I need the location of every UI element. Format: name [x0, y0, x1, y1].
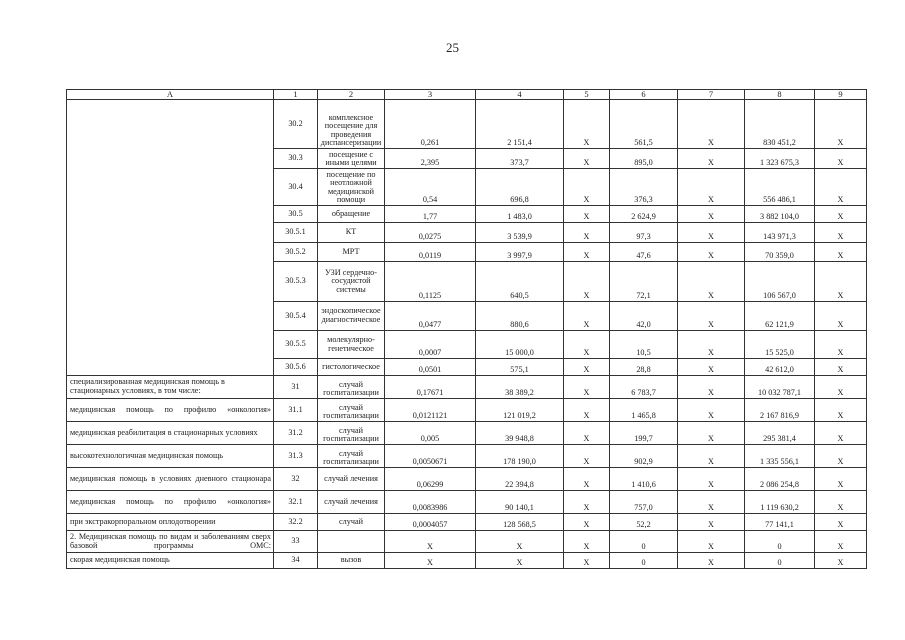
value-cell: X: [678, 100, 745, 149]
row-label: медицинская помощь по профилю «онкология»: [67, 399, 274, 422]
row-label: медицинская реабилитация в стационарных условиях: [67, 422, 274, 445]
value-cell: X: [678, 206, 745, 223]
value-cell: 0: [745, 553, 815, 569]
value-cell: 77 141,1: [745, 514, 815, 531]
row-number: 32.1: [274, 491, 318, 514]
unit-cell: случай лечения: [318, 468, 385, 491]
value-cell: 1,77: [385, 206, 476, 223]
value-cell: 28,8: [610, 359, 678, 376]
unit-cell: комплексное посещение для проведения диспансеризации: [318, 100, 385, 149]
value-cell: X: [815, 445, 867, 468]
unit-cell: случай госпитализации: [318, 422, 385, 445]
row-number: 30.5.4: [274, 302, 318, 331]
value-cell: 2 167 816,9: [745, 399, 815, 422]
value-cell: 0: [745, 531, 815, 553]
value-cell: X: [678, 445, 745, 468]
value-cell: X: [815, 422, 867, 445]
unit-cell: случай госпитализации: [318, 445, 385, 468]
value-cell: 42 612,0: [745, 359, 815, 376]
value-cell: X: [678, 468, 745, 491]
value-cell: X: [564, 359, 610, 376]
row-number: 30.5.1: [274, 223, 318, 243]
unit-cell: КТ: [318, 223, 385, 243]
value-cell: 10,5: [610, 331, 678, 359]
value-cell: 0,0119: [385, 243, 476, 262]
table-row: [67, 491, 867, 514]
value-cell: 0,1125: [385, 262, 476, 302]
value-cell: X: [564, 149, 610, 169]
row-number: 30.5.5: [274, 331, 318, 359]
value-cell: 376,3: [610, 169, 678, 206]
unit-cell: МРТ: [318, 243, 385, 262]
data-table: [66, 89, 867, 569]
value-cell: X: [815, 223, 867, 243]
value-cell: X: [564, 100, 610, 149]
value-cell: 143 971,3: [745, 223, 815, 243]
unit-cell: УЗИ сердечно-сосудистой системы: [318, 262, 385, 302]
value-cell: X: [678, 359, 745, 376]
row-label: при экстракорпоральном оплодотворении: [67, 514, 274, 531]
unit-cell: эндоскопическое диагностическое: [318, 302, 385, 331]
value-cell: 1 119 630,2: [745, 491, 815, 514]
value-cell: X: [815, 514, 867, 531]
row-number: 32.2: [274, 514, 318, 531]
value-cell: X: [385, 553, 476, 569]
empty-merged-cell: [67, 100, 274, 376]
value-cell: 0,0477: [385, 302, 476, 331]
unit-cell: случай лечения: [318, 491, 385, 514]
value-cell: 6 783,7: [610, 376, 678, 399]
row-number: 31.1: [274, 399, 318, 422]
value-cell: X: [815, 531, 867, 553]
value-cell: X: [815, 331, 867, 359]
table-row: [67, 531, 867, 553]
row-label: скорая медицинская помощь: [67, 553, 274, 569]
value-cell: 106 567,0: [745, 262, 815, 302]
header-row: [67, 90, 867, 100]
value-cell: X: [564, 169, 610, 206]
value-cell: X: [678, 399, 745, 422]
value-cell: 575,1: [476, 359, 564, 376]
value-cell: 640,5: [476, 262, 564, 302]
value-cell: 38 389,2: [476, 376, 564, 399]
value-cell: X: [564, 206, 610, 223]
row-number: 31.3: [274, 445, 318, 468]
value-cell: X: [815, 553, 867, 569]
value-cell: X: [564, 331, 610, 359]
row-label: специализированная медицинская помощь в стационарных условиях, в том числе:: [67, 376, 274, 399]
value-cell: X: [678, 422, 745, 445]
value-cell: X: [678, 531, 745, 553]
value-cell: X: [564, 531, 610, 553]
value-cell: X: [815, 399, 867, 422]
col-header-6: 6: [610, 90, 678, 100]
value-cell: X: [564, 376, 610, 399]
value-cell: 0,17671: [385, 376, 476, 399]
value-cell: 830 451,2: [745, 100, 815, 149]
value-cell: X: [815, 359, 867, 376]
value-cell: 3 539,9: [476, 223, 564, 243]
value-cell: X: [815, 376, 867, 399]
value-cell: 0,005: [385, 422, 476, 445]
value-cell: 2 624,9: [610, 206, 678, 223]
row-label: 2. Медицинская помощь по видам и заболеваниям сверх базовой программы ОМС:: [67, 531, 274, 553]
value-cell: 70 359,0: [745, 243, 815, 262]
value-cell: X: [564, 445, 610, 468]
unit-cell: случай госпитализации: [318, 399, 385, 422]
value-cell: X: [678, 491, 745, 514]
value-cell: X: [564, 468, 610, 491]
col-header-1: 1: [274, 90, 318, 100]
value-cell: 97,3: [610, 223, 678, 243]
unit-cell: молекулярно-генетическое: [318, 331, 385, 359]
value-cell: X: [678, 514, 745, 531]
value-cell: 0,0007: [385, 331, 476, 359]
row-number: 30.5.2: [274, 243, 318, 262]
unit-cell: обращение: [318, 206, 385, 223]
page-number: 25: [446, 40, 459, 55]
value-cell: 373,7: [476, 149, 564, 169]
row-number: 30.4: [274, 169, 318, 206]
value-cell: 0,0004057: [385, 514, 476, 531]
col-header-4: 4: [476, 90, 564, 100]
value-cell: 15 000,0: [476, 331, 564, 359]
value-cell: X: [564, 262, 610, 302]
col-header-9: 9: [815, 90, 867, 100]
row-label: высокотехнологичная медицинская помощь: [67, 445, 274, 468]
value-cell: 696,8: [476, 169, 564, 206]
value-cell: 1 323 675,3: [745, 149, 815, 169]
value-cell: 90 140,1: [476, 491, 564, 514]
value-cell: X: [678, 262, 745, 302]
row-number: 30.3: [274, 149, 318, 169]
value-cell: X: [678, 149, 745, 169]
value-cell: 199,7: [610, 422, 678, 445]
row-number: 34: [274, 553, 318, 569]
unit-cell: гистологическое: [318, 359, 385, 376]
value-cell: X: [564, 553, 610, 569]
value-cell: 0,0121121: [385, 399, 476, 422]
value-cell: 47,6: [610, 243, 678, 262]
value-cell: 3 997,9: [476, 243, 564, 262]
value-cell: X: [815, 100, 867, 149]
value-cell: X: [815, 206, 867, 223]
table-row: [67, 376, 867, 399]
value-cell: X: [678, 553, 745, 569]
value-cell: 128 568,5: [476, 514, 564, 531]
value-cell: X: [815, 302, 867, 331]
row-number: 31.2: [274, 422, 318, 445]
value-cell: 22 394,8: [476, 468, 564, 491]
value-cell: 3 882 104,0: [745, 206, 815, 223]
value-cell: 52,2: [610, 514, 678, 531]
value-cell: 10 032 787,1: [745, 376, 815, 399]
value-cell: X: [564, 514, 610, 531]
value-cell: 15 525,0: [745, 331, 815, 359]
value-cell: 1 335 556,1: [745, 445, 815, 468]
value-cell: 121 019,2: [476, 399, 564, 422]
value-cell: 2,395: [385, 149, 476, 169]
col-header-5: 5: [564, 90, 610, 100]
value-cell: 0,261: [385, 100, 476, 149]
value-cell: 178 190,0: [476, 445, 564, 468]
table-row: [67, 445, 867, 468]
unit-cell: посещение по неотложной медицинской помощи: [318, 169, 385, 206]
value-cell: X: [564, 399, 610, 422]
row-label: медицинская помощь по профилю «онкология»: [67, 491, 274, 514]
value-cell: X: [815, 262, 867, 302]
value-cell: X: [564, 223, 610, 243]
value-cell: X: [678, 302, 745, 331]
value-cell: 1 465,8: [610, 399, 678, 422]
value-cell: 0: [610, 553, 678, 569]
value-cell: 0,0083986: [385, 491, 476, 514]
unit-cell: случай: [318, 514, 385, 531]
value-cell: 556 486,1: [745, 169, 815, 206]
row-label: медицинская помощь в условиях дневного стационара: [67, 468, 274, 491]
value-cell: 880,6: [476, 302, 564, 331]
table-row: [67, 468, 867, 491]
value-cell: X: [815, 468, 867, 491]
col-header-3: 3: [385, 90, 476, 100]
value-cell: 895,0: [610, 149, 678, 169]
table-row: [67, 553, 867, 569]
row-number: 32: [274, 468, 318, 491]
row-number: 30.5.6: [274, 359, 318, 376]
col-header-a: A: [67, 90, 274, 100]
value-cell: X: [815, 243, 867, 262]
value-cell: X: [564, 302, 610, 331]
value-cell: X: [678, 331, 745, 359]
unit-cell: случай госпитализации: [318, 376, 385, 399]
row-number: 30.2: [274, 100, 318, 149]
unit-cell: [318, 531, 385, 553]
value-cell: X: [815, 491, 867, 514]
value-cell: 1 483,0: [476, 206, 564, 223]
row-number: 30.5.3: [274, 262, 318, 302]
value-cell: 0,54: [385, 169, 476, 206]
value-cell: 0,06299: [385, 468, 476, 491]
value-cell: X: [476, 531, 564, 553]
value-cell: 0: [610, 531, 678, 553]
unit-cell: вызов: [318, 553, 385, 569]
value-cell: 295 381,4: [745, 422, 815, 445]
value-cell: 0,0050671: [385, 445, 476, 468]
value-cell: 0,0501: [385, 359, 476, 376]
value-cell: 62 121,9: [745, 302, 815, 331]
value-cell: X: [678, 169, 745, 206]
value-cell: 2 086 254,8: [745, 468, 815, 491]
col-header-2: 2: [318, 90, 385, 100]
value-cell: 0,0275: [385, 223, 476, 243]
value-cell: X: [476, 553, 564, 569]
table-row: [67, 399, 867, 422]
value-cell: X: [815, 149, 867, 169]
value-cell: X: [678, 376, 745, 399]
value-cell: X: [678, 243, 745, 262]
table-row: [67, 514, 867, 531]
value-cell: 39 948,8: [476, 422, 564, 445]
value-cell: 72,1: [610, 262, 678, 302]
unit-cell: посещение с иными целями: [318, 149, 385, 169]
row-number: 30.5: [274, 206, 318, 223]
col-header-8: 8: [745, 90, 815, 100]
row-number: 31: [274, 376, 318, 399]
table-row: [67, 422, 867, 445]
value-cell: 561,5: [610, 100, 678, 149]
value-cell: X: [564, 243, 610, 262]
value-cell: 2 151,4: [476, 100, 564, 149]
value-cell: X: [564, 491, 610, 514]
value-cell: X: [385, 531, 476, 553]
value-cell: 757,0: [610, 491, 678, 514]
value-cell: 1 410,6: [610, 468, 678, 491]
value-cell: X: [815, 169, 867, 206]
value-cell: X: [678, 223, 745, 243]
value-cell: 42,0: [610, 302, 678, 331]
table-row: [67, 100, 867, 149]
row-number: 33: [274, 531, 318, 553]
col-header-7: 7: [678, 90, 745, 100]
value-cell: 902,9: [610, 445, 678, 468]
value-cell: X: [564, 422, 610, 445]
